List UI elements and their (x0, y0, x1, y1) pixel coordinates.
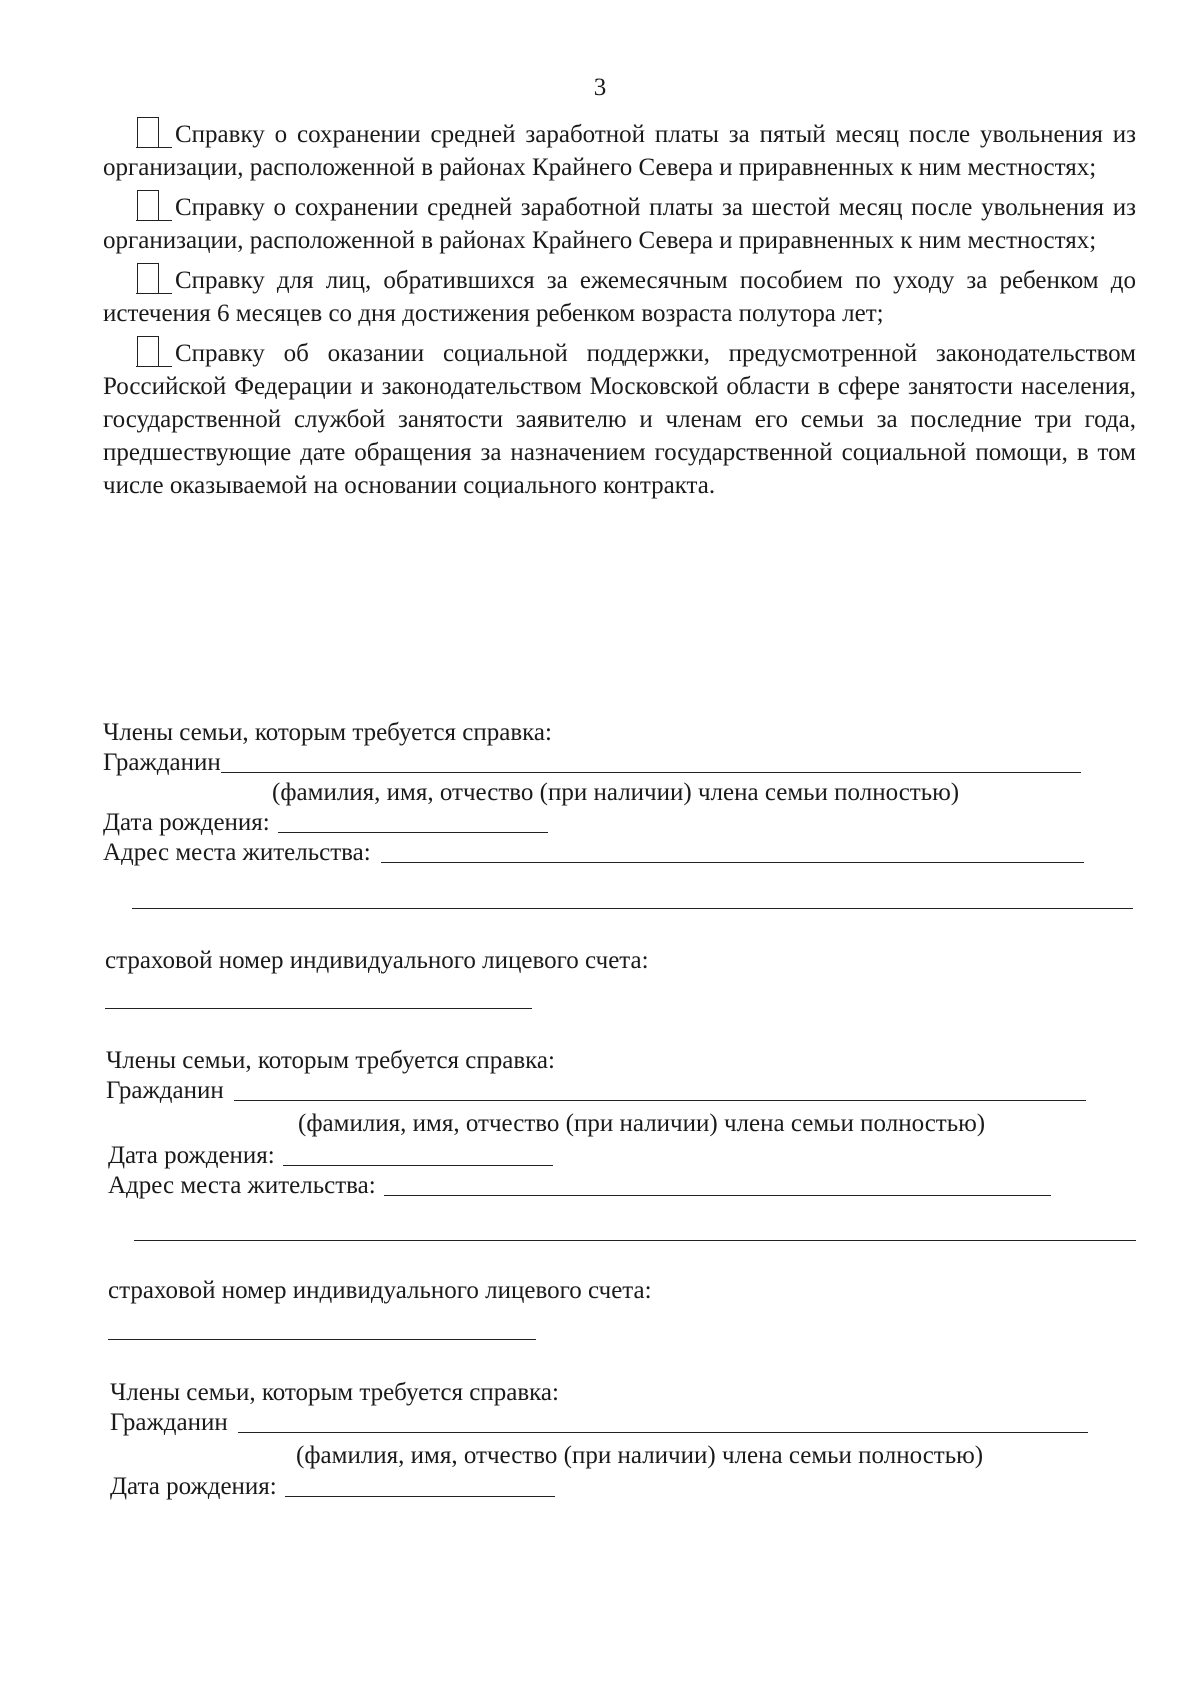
snils-field[interactable] (108, 1339, 536, 1340)
certificate-option-text: Справку об оказании социальной поддержки, предусмотренной законодательством Российской Федерации и законодательством Московской области в сфере занятости населения, государственной службой занятости заявителю и членам его семьи за последние три года, предшествующие дате обращения за назначением государственной социальной помощи, в том числе оказываемой на основании социального контракта. (103, 340, 1136, 499)
name-caption: (фамилия, имя, отчество (при наличии) члена семьи полностью) (272, 779, 960, 806)
certificate-option-text: Справку для лиц, обратившихся за ежемесячным пособием по уходу за ребенком до истечения 6 месяцев со дня достижения ребенком возраста полутора лет; (103, 267, 1136, 327)
certificate-option (103, 191, 1136, 257)
checkbox[interactable] (137, 117, 159, 148)
certificate-option (103, 118, 1136, 184)
name-caption: (фамилия, имя, отчество (при наличии) члена семьи полностью) (298, 1110, 986, 1137)
dob-label: Дата рождения: (103, 809, 270, 836)
checkbox[interactable] (137, 336, 159, 367)
certificate-option-text: Справку о сохранении средней заработной платы за пятый месяц после увольнения из организации, расположенной в районах Крайнего Севера и приравненных к ним местностях; (103, 121, 1136, 181)
family-heading: Члены семьи, которым требуется справка: (103, 719, 552, 746)
family-heading: Члены семьи, которым требуется справка: (110, 1379, 559, 1406)
dob-field[interactable] (278, 832, 548, 833)
snils-field[interactable] (105, 1008, 532, 1009)
name-caption: (фамилия, имя, отчество (при наличии) члена семьи полностью) (296, 1442, 984, 1469)
dob-field[interactable] (285, 1496, 555, 1497)
certificate-options-list (103, 118, 1136, 509)
snils-label: страховой номер индивидуального лицевого счета: (108, 1277, 652, 1304)
address-field-line-2[interactable] (134, 1240, 1136, 1241)
certificate-option-text: Справку о сохранении средней заработной платы за шестой месяц после увольнения из организации, расположенной в районах Крайнего Севера и приравненных к ним местностях; (103, 194, 1136, 254)
family-heading: Члены семьи, которым требуется справка: (106, 1047, 555, 1074)
citizen-name-field[interactable] (221, 772, 1081, 773)
dob-field[interactable] (283, 1165, 553, 1166)
citizen-label: Гражданин (106, 1077, 224, 1104)
certificate-option (103, 264, 1136, 330)
address-field[interactable] (381, 862, 1084, 863)
address-label: Адрес места жительства: (103, 839, 371, 866)
citizen-name-field[interactable] (238, 1432, 1088, 1433)
citizen-label: Гражданин (110, 1409, 228, 1436)
address-field-line-2[interactable] (132, 908, 1133, 909)
address-field[interactable] (384, 1195, 1051, 1196)
checkbox[interactable] (137, 263, 159, 294)
checkbox[interactable] (137, 190, 159, 221)
certificate-option (103, 337, 1136, 502)
snils-label: страховой номер индивидуального лицевого счета: (105, 947, 649, 974)
address-label: Адрес места жительства: (108, 1172, 376, 1199)
citizen-name-field[interactable] (234, 1100, 1086, 1101)
page-number: 3 (593, 74, 607, 101)
citizen-label: Гражданин (103, 749, 221, 776)
dob-label: Дата рождения: (110, 1473, 277, 1500)
dob-label: Дата рождения: (108, 1142, 275, 1169)
